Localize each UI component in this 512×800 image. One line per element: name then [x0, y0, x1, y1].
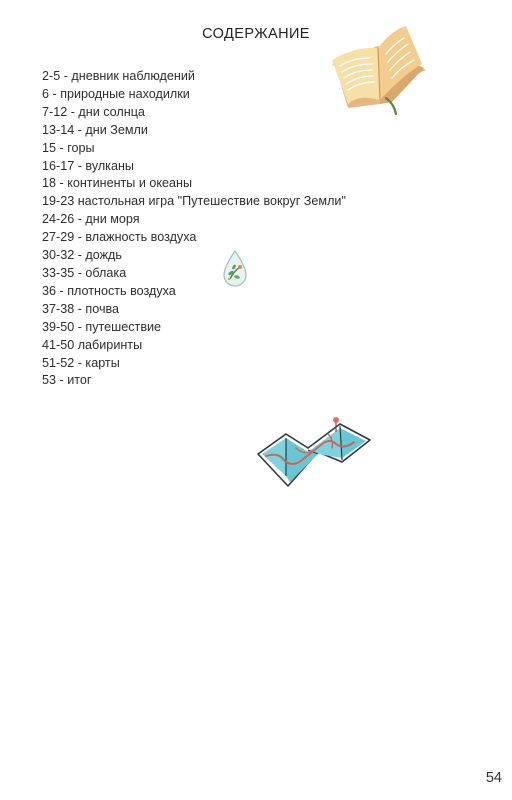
- toc-item: 33-35 - облака: [42, 265, 127, 280]
- toc-item: 39-50 - путешествие: [42, 319, 162, 334]
- toc-item: 18 - континенты и океаны: [42, 176, 193, 191]
- water-drop-icon: [220, 249, 250, 289]
- table-of-contents: [42, 68, 346, 390]
- toc-item: 16-17 - вулканы: [42, 158, 134, 173]
- toc-item: 24-26 - дни моря: [42, 212, 140, 227]
- toc-item: 53 - итог: [42, 373, 92, 388]
- toc-item: 15 - горы: [42, 140, 95, 155]
- toc-item: 6 - природные находилки: [42, 86, 190, 101]
- toc-item: 30-32 - дождь: [42, 248, 122, 263]
- toc-item: 27-29 - влажность воздуха: [42, 230, 197, 245]
- toc-item: 2-5 - дневник наблюдений: [42, 69, 195, 83]
- toc-item: 36 - плотность воздуха: [42, 283, 176, 298]
- toc-item: 51-52 - карты: [42, 355, 120, 370]
- toc-item: 13-14 - дни Земли: [42, 122, 148, 137]
- page-title: СОДЕРЖАНИЕ: [202, 26, 310, 42]
- folded-map-icon: [256, 414, 372, 490]
- page-number: 54: [485, 770, 502, 786]
- toc-item: 7-12 - дни солнца: [42, 104, 145, 119]
- toc-item: 37-38 - почва: [42, 301, 120, 316]
- toc-item: 19-23 настольная игра "Путешествие вокруг Земли": [42, 194, 346, 209]
- toc-item: 41-50 лабиринты: [42, 337, 143, 352]
- open-book-icon: [326, 24, 430, 114]
